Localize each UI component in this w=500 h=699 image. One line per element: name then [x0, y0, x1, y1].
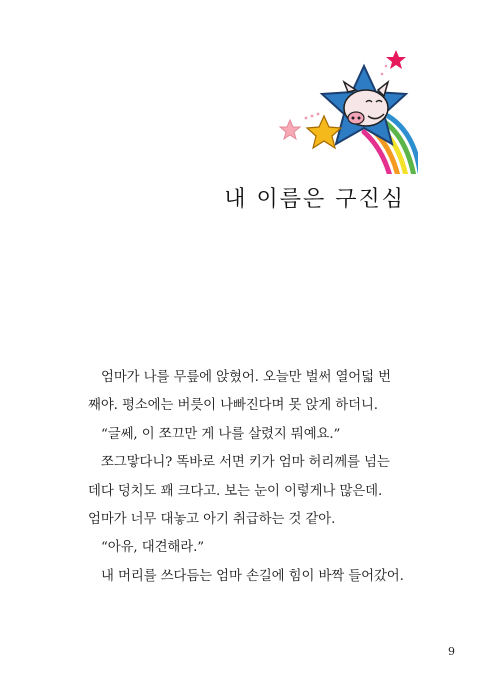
pink-star-icon	[280, 120, 300, 139]
chapter-illustration	[278, 44, 418, 174]
magenta-star-icon	[386, 50, 406, 69]
body-text	[88, 364, 420, 591]
text-line: 엄마가 나를 무릎에 앉혔어. 오늘만 벌써 열어덟 번	[101, 370, 391, 385]
chapter-title: 내 이름은 구진심	[224, 187, 405, 212]
page-number: 9	[448, 645, 455, 658]
text-line: “글쎄, 이 쪼끄만 게 나를 살렸지 뭐예요.”	[101, 426, 341, 442]
text-line: 내 머리를 쓰다듬는 엄마 손길에 힘이 바짝 들어갔어.	[101, 568, 404, 584]
text-line: 데다 덩치도 꽤 크다고. 보는 눈이 이렇게나 많은데.	[88, 483, 383, 499]
text-line: 째야. 평소에는 버릇이 나빠진다며 못 앉게 하더니.	[88, 398, 378, 414]
text-line: “아유, 대견해라.”	[101, 540, 204, 556]
text-line: 엄마가 너무 대놓고 아기 취급하는 것 같아.	[88, 512, 336, 528]
text-line: 쪼그맣다니? 똑바로 서면 키가 엄마 허리께를 넘는	[101, 455, 390, 471]
